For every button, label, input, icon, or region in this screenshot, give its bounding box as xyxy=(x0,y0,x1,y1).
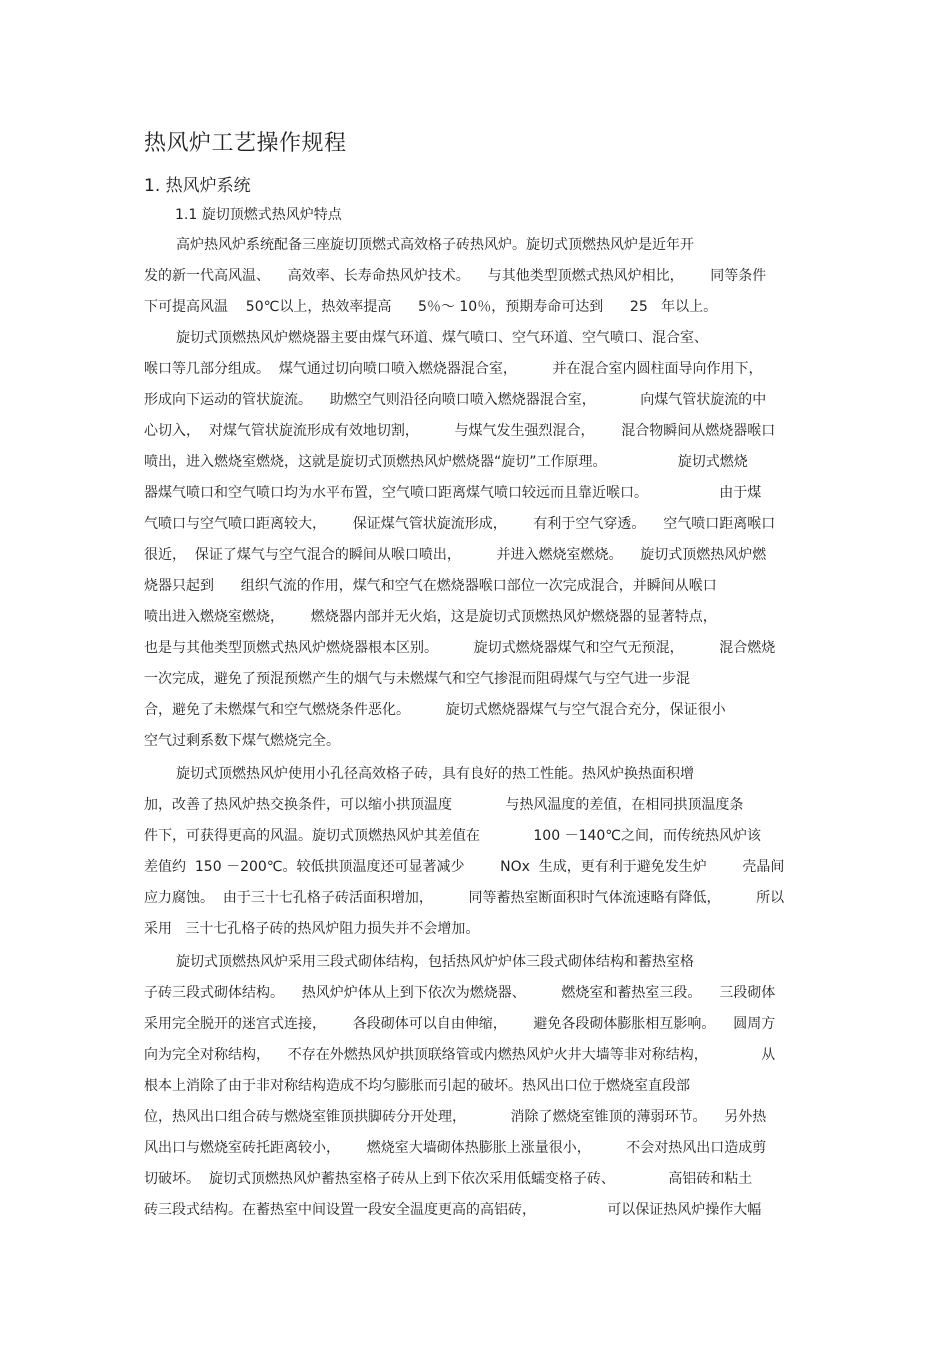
paragraph-4-line-8: 切破坏。 旋切式顶燃热风炉蓄热室格子砖从上到下依次采用低蠕变格子砖、 高铝砖和粘土 xyxy=(144,1171,753,1187)
paragraph-2-line-4: 心切入， 对煤气管状旋流形成有效地切割， 与煤气发生强烈混合， 混合物瞬间从燃烧器喉口 xyxy=(144,423,776,439)
paragraph-4-line-1: 旋切式顶燃热风炉采用三段式砌体结构，包括热风炉炉体三段式砌体结构和蓄热室格 xyxy=(176,954,694,970)
paragraph-2-line-9: 烧器只起到 组织气流的作用，煤气和空气在燃烧器喉口部位一次完成混合，并瞬间从喉口 xyxy=(144,578,717,594)
paragraph-2-line-10: 喷出进入燃烧室燃烧， 燃烧器内部并无火焰，这是旋切式顶燃热风炉燃烧器的显著特点， xyxy=(144,609,717,625)
paragraph-2-line-13: 合，避免了未燃煤气和空气燃烧条件恶化。 旋切式燃烧器煤气与空气混合充分，保证很小 xyxy=(144,702,726,718)
paragraph-3-line-5: 应力腐蚀。 由于三十七孔格子砖活面积增加， 同等蓄热室断面积时气体流速略有降低， 所以 xyxy=(144,890,785,906)
paragraph-2-line-14: 空气过剩系数下煤气燃烧完全。 xyxy=(144,733,340,749)
paragraph-2-line-3: 形成向下运动的管状旋流。 助燃空气则沿径向喷口喷入燃烧器混合室， 向煤气管状旋流的中 xyxy=(144,392,767,408)
subsection-heading: 1.1 旋切顶燃式热风炉特点 xyxy=(175,207,342,223)
paragraph-1-line-1: 高炉热风炉系统配备三座旋切顶燃式高效格子砖热风炉。旋切式顶燃热风炉是近年开 xyxy=(176,237,694,253)
paragraph-4-line-5: 根本上消除了由于非对称结构造成不均匀膨胀而引起的破坏。热风出口位于燃烧室直段部 xyxy=(144,1078,690,1094)
paragraph-1-line-2: 发的新一代高风温、 高效率、长寿命热风炉技术。 与其他类型顶燃式热风炉相比， 同等条件 xyxy=(144,268,767,284)
paragraph-2-line-11: 也是与其他类型顶燃式热风炉燃烧器根本区别。 旋切式燃烧器煤气和空气无预混， 混合燃烧 xyxy=(144,640,776,656)
paragraph-2-line-2: 喉口等几部分组成。 煤气通过切向喷口喷入燃烧器混合室， 并在混合室内圆柱面导向作用下， xyxy=(144,361,763,377)
paragraph-1-line-3: 下可提高风温 50℃以上，热效率提高 5％～ 10％，预期寿命可达到 25 年以上。 xyxy=(144,299,718,315)
paragraph-2-line-1: 旋切式顶燃热风炉燃烧器主要由煤气环道、煤气喷口、空气环道、空气喷口、混合室、 xyxy=(176,330,708,346)
paragraph-2-line-12: 一次完成，避免了预混预燃产生的烟气与未燃煤气和空气掺混而阻碍煤气与空气进一步混 xyxy=(144,671,690,687)
paragraph-4-line-3: 采用完全脱开的迷宫式连接， 各段砌体可以自由伸缩， 避免各段砌体膨胀相互影响。 圆周方 xyxy=(144,1016,776,1032)
paragraph-2-line-6: 器煤气喷口和空气喷口均为水平布置，空气喷口距离煤气喷口较远而且靠近喉口。 由于煤 xyxy=(144,485,762,501)
paragraph-3-line-2: 加，改善了热风炉热交换条件，可以缩小拱顶温度 与热风温度的差值，在相同拱顶温度条 xyxy=(144,797,744,813)
paragraph-4-line-6: 位，热风出口组合砖与燃烧室锥顶拱脚砖分开处理， 消除了燃烧室锥顶的薄弱环节。 另外热 xyxy=(144,1109,767,1125)
section-heading: 1. 热风炉系统 xyxy=(144,176,251,196)
paragraph-3-line-1: 旋切式顶燃热风炉使用小孔径高效格子砖，具有良好的热工性能。热风炉换热面积增 xyxy=(176,766,694,782)
paragraph-3-line-3: 件下，可获得更高的风温。旋切式顶燃热风炉其差值在 100 －140℃之间，而传统热风炉该 xyxy=(144,828,762,844)
paragraph-3-line-6: 采用 三十七孔格子砖的热风炉阻力损失并不会增加。 xyxy=(144,921,480,937)
paragraph-2-line-5: 喷出，进入燃烧室燃烧，这就是旋切式顶燃热风炉燃烧器“旋切”工作原理。 旋切式燃烧 xyxy=(144,454,748,470)
paragraph-2-line-8: 很近， 保证了煤气与空气混合的瞬间从喉口喷出， 并进入燃烧室燃烧。 旋切式顶燃热风炉燃 xyxy=(144,547,767,563)
paragraph-4-line-4: 向为完全对称结构， 不存在外燃热风炉拱顶联络管或内燃热风炉火井大墙等非对称结构， 从 xyxy=(144,1047,776,1063)
paragraph-2-line-7: 气喷口与空气喷口距离较大， 保证煤气管状旋流形成， 有利于空气穿透。 空气喷口距离喉口 xyxy=(144,516,776,532)
paragraph-4-line-2: 子砖三段式砌体结构。 热风炉炉体从上到下依次为燃烧器、 燃烧室和蓄热室三段。 三段砌体 xyxy=(144,985,776,1001)
document-title: 热风炉工艺操作规程 xyxy=(144,131,347,156)
paragraph-4-line-7: 风出口与燃烧室砖托距离较小， 燃烧室大墙砌体热膨胀上涨量很小， 不会对热风出口造成剪 xyxy=(144,1140,767,1156)
paragraph-3-line-4: 差值约 150 －200℃。较低拱顶温度还可显著减少 NOx 生成，更有利于避免发生炉 壳晶间 xyxy=(144,859,785,875)
paragraph-4-line-9: 砖三段式结构。在蓄热室中间设置一段安全温度更高的高铝砖， 可以保证热风炉操作大幅 xyxy=(144,1202,762,1218)
